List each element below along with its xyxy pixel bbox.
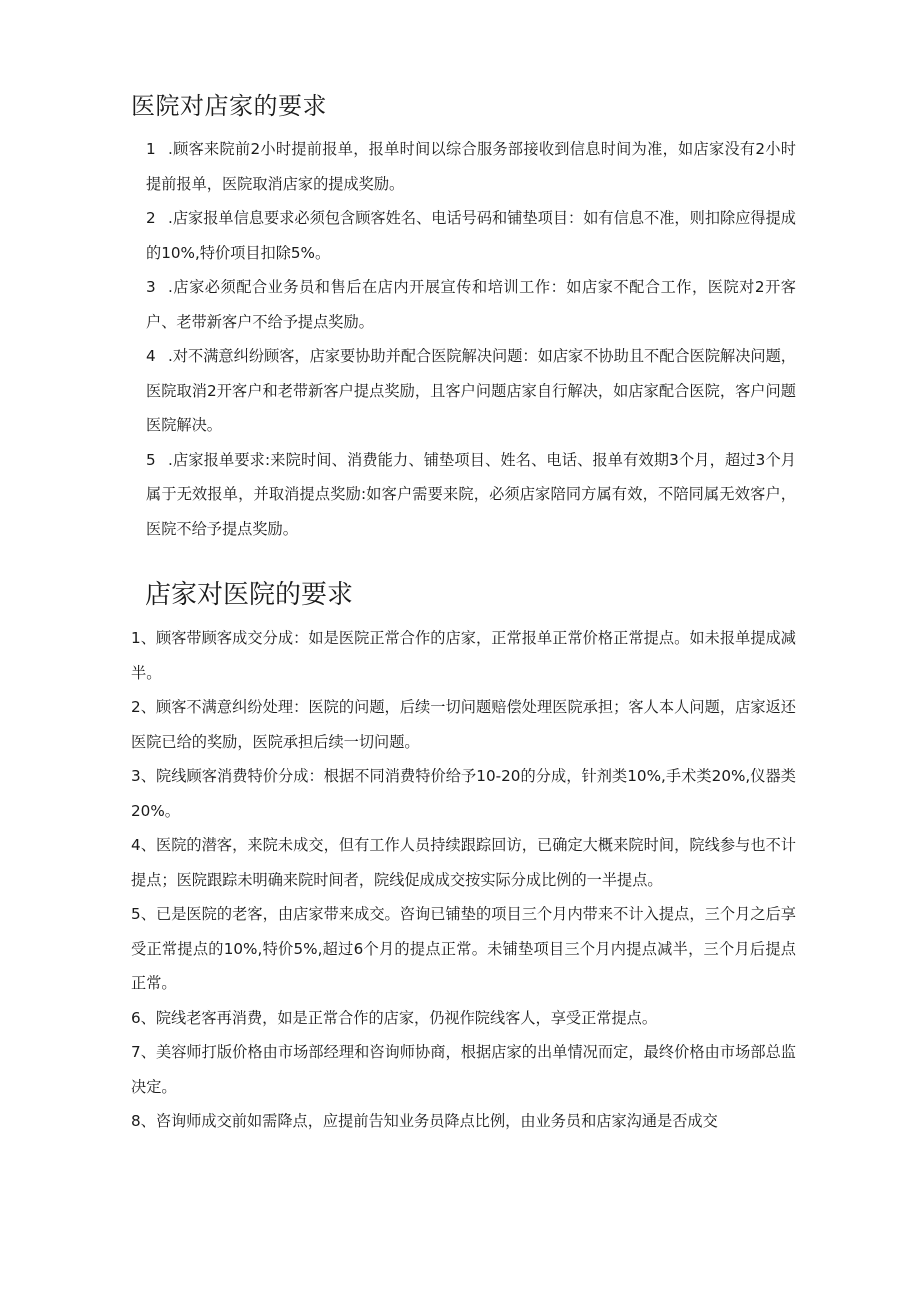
list-item: 7、美容师打版价格由市场部经理和咨询师协商，根据店家的出单情况而定，最终价格由市场部总监决定。	[131, 1043, 796, 1096]
list-item	[131, 132, 796, 201]
section-store-requirements	[131, 575, 796, 1139]
list-item: 3、院线顾客消费特价分成：根据不同消费特价给予10-20的分成，针剂类10%,手术类20%,仪器类20%。	[131, 767, 796, 820]
item-text: .顾客来院前2小时提前报单，报单时间以综合服务部接收到信息时间为准，如店家没有2小时提前报单，医院取消店家的提成奖励。	[146, 140, 796, 193]
item-number: 2	[146, 209, 156, 227]
item-number: 3	[146, 278, 156, 296]
list-item	[131, 270, 796, 339]
list-item: 2、顾客不满意纠纷处理：医院的问题，后续一切问题赔偿处理医院承担；客人本人问题，店家返还医院已给的奖励，医院承担后续一切问题。	[131, 698, 796, 751]
list-item: 6、院线老客再消费，如是正常合作的店家，仍视作院线客人，享受正常提点。	[131, 1008, 658, 1027]
list-item: 8、咨询师成交前如需降点，应提前告知业务员降点比例，由业务员和店家沟通是否成交	[131, 1112, 718, 1130]
item-text: .对不满意纠纷顾客，店家要协助并配合医院解决问题：如店家不协助且不配合医院解决问题，医院取消2开客户和老带新客户提点奖励，且客户问题店家自行解决，如店家配合医院，客户问题医院解决。	[146, 347, 796, 434]
item-number: 1	[146, 140, 156, 158]
item-number: 4	[146, 347, 156, 365]
list-item	[131, 339, 796, 443]
list-item: 5、已是医院的老客，由店家带来成交。咨询已铺垫的项目三个月内带来不计入提点，三个月之后享受正常提点的10%,特价5%,超过6个月的提点正常。未铺垫项目三个月内提点减半，三个月后提点正常。	[131, 905, 796, 992]
item-text: .店家报单信息要求必须包含顾客姓名、电话号码和铺垫项目：如有信息不准，则扣除应得提成的10%,特价项目扣除5%。	[146, 209, 796, 262]
list-item	[131, 201, 796, 270]
list-item: 1、顾客带顾客成交分成：如是医院正常合作的店家，正常报单正常价格正常提点。如未报单提成减半。	[131, 629, 796, 682]
section-hospital-requirements	[131, 88, 796, 546]
item-number: 5	[146, 450, 156, 469]
list-item: 4、医院的潜客，来院未成交，但有工作人员持续跟踪回访，已确定大概来院时间，院线参与也不计提点；医院跟踪未明确来院时间者，院线促成成交按实际分成比例的一半提点。	[131, 836, 796, 889]
item-text: .店家报单要求:来院时间、消费能力、铺垫项目、姓名、电话、报单有效期3个月，超过3个月属于无效报单，并取消提点奖励:如客户需要来院，必须店家陪同方属有效，不陪同属无效客户，医院不给予提点奖励。	[146, 450, 796, 538]
section-title: 店家对医院的要求	[145, 580, 354, 610]
item-text: .店家必须配合业务员和售后在店内开展宣传和培训工作：如店家不配合工作，医院对2开客户、老带新客户不给予提点奖励。	[146, 278, 796, 331]
section-title: 医院对店家的要求	[131, 92, 327, 120]
list-item	[131, 443, 796, 547]
